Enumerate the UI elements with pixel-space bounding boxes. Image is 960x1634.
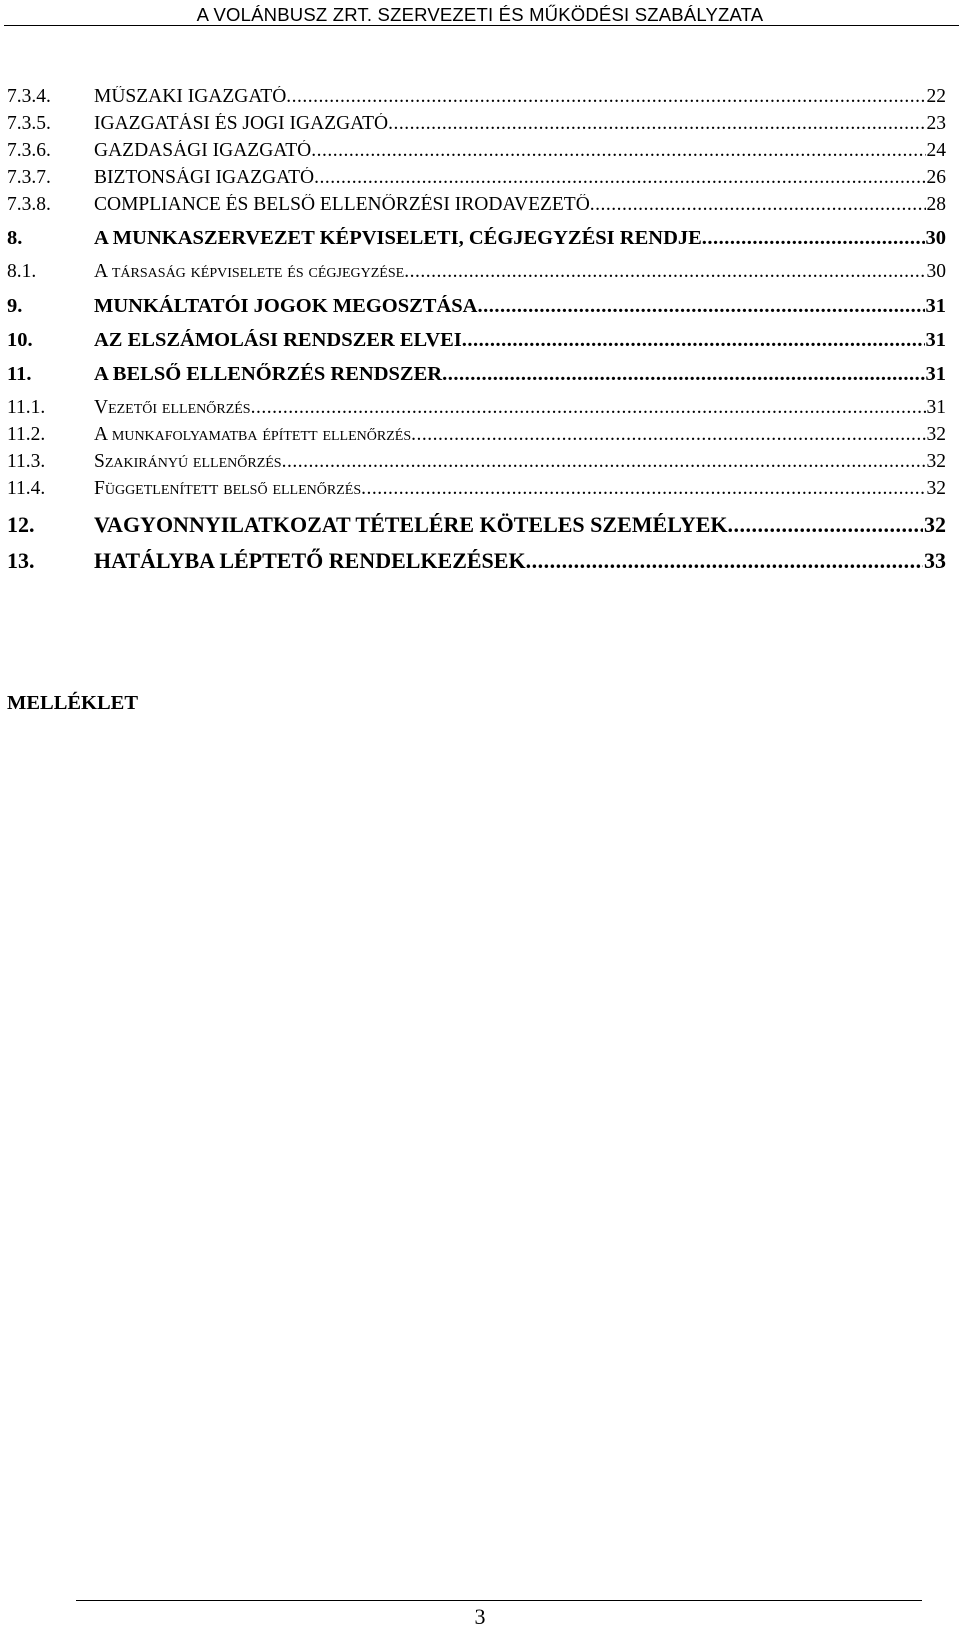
toc-entry[interactable]	[7, 227, 946, 250]
toc-entry-number: 7.3.6.	[7, 140, 51, 161]
toc-entry[interactable]	[7, 548, 946, 574]
page-number: 3	[474, 1604, 486, 1629]
toc-entry-title: Vezetői ellenőrzés	[94, 397, 251, 418]
footer-divider	[76, 1600, 922, 1601]
document-title: A VOLÁNBUSZ ZRT. SZERVEZETI ÉS MŰKÖDÉSI SZABÁLYZATA	[196, 4, 764, 25]
toc-entry-page: 32	[926, 424, 946, 445]
toc-entry-number: 11.1.	[7, 397, 46, 418]
toc-entry-title: HATÁLYBA LÉPTETŐ RENDELKEZÉSEK	[94, 548, 526, 573]
toc-entry[interactable]	[7, 397, 946, 419]
toc-entry-page: 26	[926, 167, 946, 188]
toc-leader-dots	[404, 261, 925, 283]
annex-heading: MELLÉKLET	[7, 692, 139, 714]
toc-entry[interactable]	[7, 512, 946, 538]
toc-entry[interactable]	[7, 140, 946, 162]
toc-entry-number: 12.	[7, 512, 35, 537]
toc-entry-page: 31	[925, 295, 946, 317]
toc-leader-dots	[702, 227, 925, 250]
toc-entry-number: 8.1.	[7, 261, 37, 282]
header-divider	[4, 25, 959, 26]
toc-entry-title: AZ ELSZÁMOLÁSI RENDSZER ELVEI	[94, 329, 462, 351]
toc-entry-page: 30	[925, 227, 946, 249]
page-header	[0, 0, 960, 26]
toc-leader-dots	[251, 397, 926, 419]
toc-leader-dots	[462, 329, 925, 352]
toc-entry-page: 32	[926, 451, 946, 472]
toc-entry[interactable]	[7, 451, 946, 473]
toc-entry[interactable]	[7, 363, 946, 386]
toc-entry-number: 11.	[7, 363, 32, 385]
toc-leader-dots	[311, 140, 925, 162]
toc-leader-dots	[282, 451, 926, 473]
toc-entry[interactable]	[7, 329, 946, 352]
toc-entry[interactable]	[7, 424, 946, 446]
toc-entry[interactable]	[7, 113, 946, 135]
toc-entry-title: Függetlenített belső ellenőrzés	[94, 478, 362, 499]
toc-entry-title: COMPLIANCE ÉS BELSŐ ELLENŐRZÉSI IRODAVEZETŐ	[94, 194, 590, 215]
toc-entry[interactable]	[7, 194, 946, 216]
toc-entry-page: 22	[926, 86, 946, 107]
toc-entry-title: MUNKÁLTATÓI JOGOK MEGOSZTÁSA	[94, 295, 478, 317]
toc-entry-page: 33	[924, 548, 946, 573]
toc-entry-title: A BELSŐ ELLENŐRZÉS RENDSZER	[94, 363, 443, 385]
toc-entry-title: Szakirányú ellenőrzés	[94, 451, 282, 472]
toc-leader-dots	[590, 194, 926, 216]
toc-entry-page: 23	[926, 113, 946, 134]
toc-entry[interactable]	[7, 295, 946, 318]
toc-entry-number: 8.	[7, 227, 23, 249]
toc-leader-dots	[411, 424, 925, 446]
toc-entry-title: GAZDASÁGI IGAZGATÓ	[94, 140, 312, 161]
toc-entry[interactable]	[7, 261, 946, 283]
toc-entry-title: A MUNKASZERVEZET KÉPVISELETI, CÉGJEGYZÉSI RENDJE	[94, 227, 702, 249]
toc-entry-number: 7.3.7.	[7, 167, 51, 188]
toc-entry[interactable]	[7, 167, 946, 189]
toc-entry-number: 9.	[7, 295, 23, 317]
toc-leader-dots	[361, 478, 925, 500]
toc-entry[interactable]	[7, 86, 946, 108]
toc-entry-title: IGAZGATÁSI ÉS JOGI IGAZGATÓ	[94, 113, 389, 134]
toc-entry[interactable]	[7, 478, 946, 500]
toc-leader-dots	[388, 113, 925, 135]
toc-entry-title: A társaság képviselete és cégjegyzése	[94, 261, 405, 282]
toc-entry-number: 11.4.	[7, 478, 46, 499]
toc-leader-dots	[526, 548, 923, 574]
toc-entry-number: 7.3.8.	[7, 194, 51, 215]
toc-entry-page: 31	[925, 363, 946, 385]
toc-entry-page: 32	[926, 478, 946, 499]
toc-leader-dots	[728, 512, 923, 538]
toc-entry-number: 11.2.	[7, 424, 46, 445]
toc-entry-number: 10.	[7, 329, 33, 351]
toc-entry-title: BIZTONSÁGI IGAZGATÓ	[94, 167, 315, 188]
toc-entry-title: A munkafolyamatba épített ellenőrzés	[94, 424, 412, 445]
toc-leader-dots	[286, 86, 925, 108]
toc-entry-number: 13.	[7, 548, 35, 573]
toc-entry-page: 28	[926, 194, 946, 215]
toc-entry-page: 31	[926, 397, 946, 418]
toc-entry-title: MŰSZAKI IGAZGATÓ	[94, 86, 287, 107]
toc-entry-number: 7.3.4.	[7, 86, 51, 107]
toc-entry-number: 11.3.	[7, 451, 46, 472]
toc-entry-page: 32	[924, 512, 946, 537]
toc-leader-dots	[314, 167, 925, 189]
toc-entry-page: 30	[926, 261, 946, 282]
toc-entry-title: VAGYONNYILATKOZAT TÉTELÉRE KÖTELES SZEMÉLYEK	[94, 512, 728, 537]
toc-leader-dots	[442, 363, 924, 386]
toc-entry-page: 31	[925, 329, 946, 351]
toc-entry-number: 7.3.5.	[7, 113, 51, 134]
toc-leader-dots	[477, 295, 924, 318]
toc-entry-page: 24	[926, 140, 946, 161]
